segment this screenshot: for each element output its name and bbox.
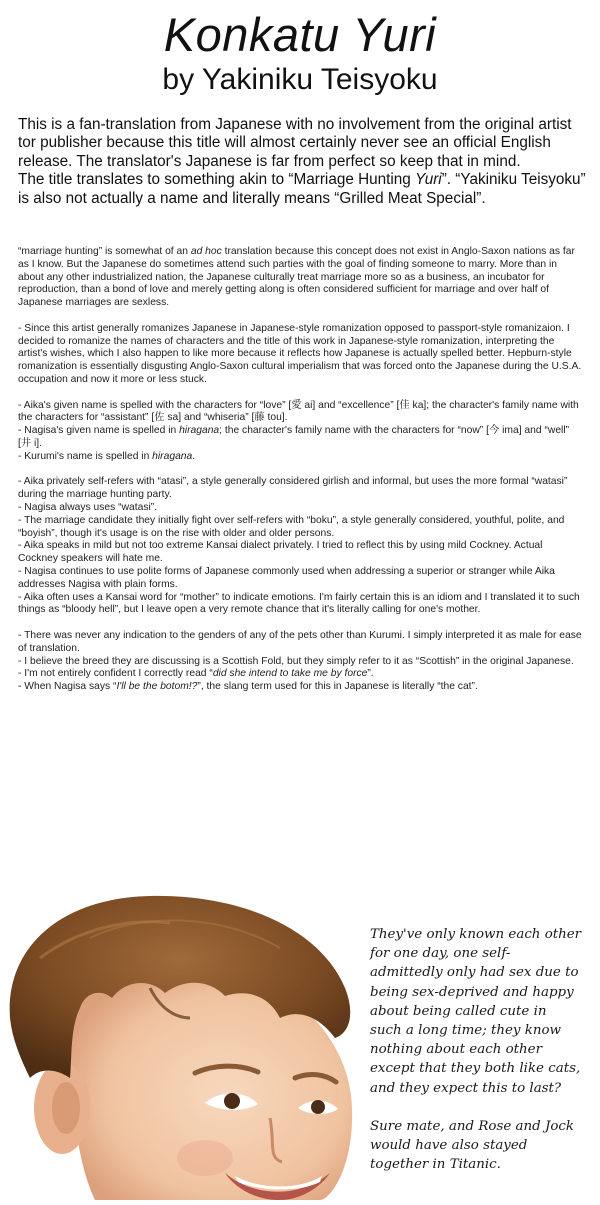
note-text: ”. [367, 668, 374, 680]
translation-notes [18, 246, 584, 694]
note-emphasis: hiragana [179, 425, 220, 437]
quote-paragraph-2: Sure mate, and Rose and Jock would have also stayed together in Titanic. [370, 1118, 574, 1173]
note-pet-genders: - There was never any indication to the genders of any of the pets other than Kurumi. I simply interpreted it as male for ease of translation. [18, 629, 582, 654]
intro-paragraph-title-note [18, 171, 586, 208]
note-text: - When Nagisa says “ [18, 681, 117, 693]
note-romanization: - Since this artist generally romanizes Japanese in Japanese-style romanization opposed to passport-style romanizaion. I decided to romanize the names of characters and the title of this work in Japanese-style romanization, interpreting the artist's wishes, which I also happen to like more because it reflects how Japanese is actually spelled better. Hepburn-style romanization is essentially disgusting Anglo-Saxon cultural imperialism that was forced onto the Japanese during the U.S.A. occupation and now it more or less stuck. [18, 322, 582, 385]
child-portrait-illustration [0, 868, 370, 1200]
note-polite-forms: - Nagisa continues to use polite forms of Japanese commonly used when addressing a superior or stranger while Aika addresses Nagisa with plain forms. [18, 565, 555, 590]
note-emphasis: hiragana [152, 450, 193, 462]
note-candidate-self-reference: - The marriage candidate they initially fight over self-refers with “boku”, a style generally considered, youthful, polite, and “boyish”, though it's usage is on the rise with older and older persons. [18, 514, 565, 539]
note-nagisa-self-reference: - Nagisa always uses “watasi”. [18, 501, 158, 513]
smiling-child-photo [0, 868, 370, 1200]
note-nagisa-name [18, 425, 584, 451]
note-bottom-slang [18, 681, 584, 694]
note-text: . [192, 450, 196, 462]
page-title: Konkatu Yuri [163, 8, 437, 61]
commentary-quote [370, 925, 582, 1193]
note-mother-idiom: - Aika often uses a Kansai word for “mother” to indicate emotions. I'm fairly certain this is an idiom and I translated it to such things as “bloody hell”, but I leave open a very remote chance that it's literally calling for one's mother. [18, 591, 580, 616]
note-text: - Kurumi's name is spelled in [18, 450, 153, 462]
note-take-by-force [18, 668, 584, 681]
note-marriage-hunting [18, 246, 584, 310]
note-emphasis: did she intend to take me by force [212, 668, 368, 680]
note-aika-name: - Aika's given name is spelled with the characters for “love” [愛 ai] and “excellence” [佳 ka]; the character's family name with the characters for “assistant” [佐 sa] and “whiseria” [藤 tou]. [18, 399, 579, 424]
note-emphasis: ad hoc [190, 246, 222, 257]
intro-paragraph-disclaimer: This is a fan-translation from Japanese with no involvement from the original artist tor publisher because this title will almost certainly never see an official English release. The translator's Japanese is far from perfect so keep that in mind. [18, 116, 572, 170]
note-text: translation because this concept does not exist in Anglo-Saxon nations as far as I know. But the Japanese do sometimes attend such parties with the goal of finding someone to marry. More than in about any other industrialized nation, the Japanese culturally treat marriage more so as a business, an incubator for reproduction, than a bond of love and merely getting along is often considered sufficient for marriage and over half of Japanese marriages are sexless. [18, 246, 575, 309]
note-kurumi-name [18, 451, 584, 464]
note-text: ”, the slang term used for this in Japanese is literally “the cat”. [197, 681, 478, 693]
note-aika-self-reference: - Aika privately self-refers with “atasi”, a style generally considered girlish and informal, but uses the more formal “watasi” during the marriage hunting party. [18, 476, 568, 501]
note-text: ; the character's family name with the characters for “now” [今 ima] and “well” [井 i]. [18, 425, 570, 449]
note-emphasis: I'll be the botom!? [116, 681, 198, 693]
note-text: - Nagisa's given name is spelled in [18, 425, 180, 437]
author-byline: by Yakiniku Teisyoku [162, 63, 438, 96]
translator-intro [18, 116, 586, 208]
intro-text: ”. “Yakiniku Teisyoku” is also not actually a name and literally means “Grilled Meat Special”. [18, 171, 586, 207]
intro-text: The title translates to something akin to “Marriage Hunting [18, 171, 416, 189]
note-text: - I'm not entirely confident I correctly read “ [18, 668, 213, 680]
note-text: “marriage hunting” is somewhat of an [18, 246, 191, 257]
note-kansai-dialect: - Aika speaks in mild but not too extreme Kansai dialect privately. I tried to reflect this by using mild Cockney. Actual Cockney speakers will hate me. [18, 540, 543, 565]
intro-emphasis: Yuri [415, 171, 442, 189]
quote-paragraph-1: They've only known each other for one day, one self-admittedly only had sex due to being sex-deprived and happy about being called cute in such a long time; they know nothing about each other except that they both like cats, and they expect this to last? [370, 927, 582, 1096]
note-scottish-fold: - I believe the breed they are discussing is a Scottish Fold, but they simply refer to it as “Scottish” in the original Japanese. [18, 655, 574, 667]
